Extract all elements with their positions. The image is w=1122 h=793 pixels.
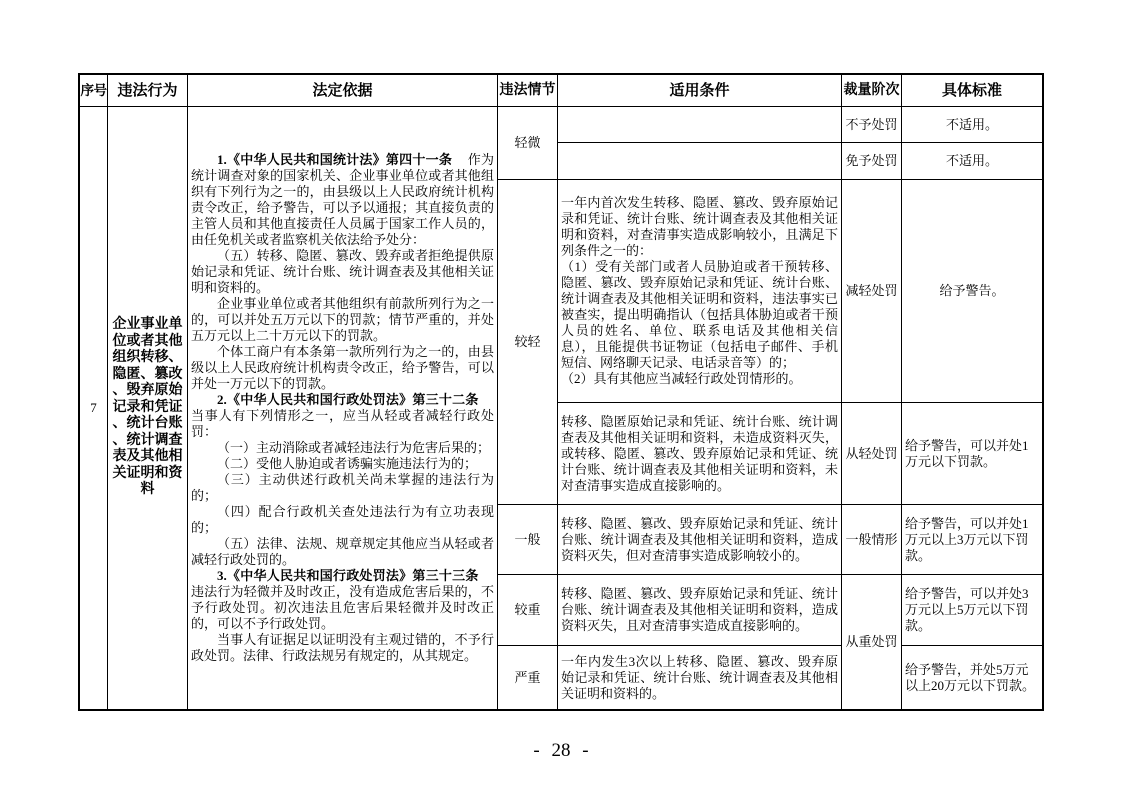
conditions-cell-empty — [558, 143, 841, 179]
legal-basis-text: 企业事业单位或者其他组织有前款所列行为之一的，可以并处五万元以下的罚款；情节严重的，并处五万元以上二十万元以下的罚款。 — [191, 296, 494, 343]
standard-text: 给予警告，可以并处1万元以下罚款。 — [905, 437, 1029, 469]
header-index — [80, 75, 107, 106]
standard-cell — [902, 575, 1042, 645]
standard-cell — [902, 180, 1042, 402]
legal-basis-paragraph — [191, 344, 494, 392]
legal-basis-text: （五）法律、法规、规章规定其他应当从轻或者减轻行政处罚的。 — [191, 536, 494, 567]
legal-basis-title: 2.《中华人民共和国行政处罚法》第三十二条 — [217, 392, 479, 407]
circumstance-label: 较轻 — [514, 334, 541, 349]
conditions-paragraph: 转移、隐匿、篡改、毁弃原始记录和凭证、统计台账、统计调查表及其他相关证明和资料，造成资料灭失，但对查清事实造成影响较小的。 — [561, 515, 838, 563]
level-cell — [842, 575, 901, 709]
conditions-paragraph: （2）具有其他应当减轻行政处罚情形的。 — [561, 371, 802, 386]
entry-index-cell — [80, 107, 107, 709]
conditions-paragraph: 转移、隐匿、篡改、毁弃原始记录和凭证、统计台账、统计调查表及其他相关证明和资料，造成资料灭失，且对查清事实造成直接影响的。 — [561, 586, 838, 633]
legal-basis-paragraph — [191, 568, 494, 632]
legal-basis-paragraph — [191, 632, 494, 664]
legal-basis-paragraph — [191, 440, 494, 456]
conditions-cell — [558, 575, 841, 645]
legal-basis-text: 违法行为轻微并及时改正，没有造成危害后果的，不予行政处罚。初次违法且危害后果轻微并及时改正的，可以不予行政处罚。 — [191, 584, 494, 631]
standard-text: 给予警告，可以并处3万元以上5万元以下罚款。 — [905, 586, 1029, 633]
circumstance-severe — [498, 646, 557, 709]
header-standard-label: 具体标准 — [941, 82, 1002, 99]
standard-text: 给予警告。 — [939, 283, 1005, 298]
legal-basis-paragraph — [191, 296, 494, 344]
legal-basis-paragraph — [191, 472, 494, 504]
conditions-cell — [558, 505, 841, 574]
level-label: 从重处罚 — [845, 634, 898, 649]
level-label: 一般情形 — [845, 531, 898, 547]
conditions-paragraph: （1）受有关部门或者人员胁迫或者干预转移、隐匿、篡改、毁弃原始记录和凭证、统计台账、统计调查表及其他相关证明和资料，违法事实已被查实，提出明确指认（包括具体胁迫或者干预人员的姓名、单位、联系电话及其他相关信息），且能提供书证物证（包括电子邮件、手机短信、网络聊天记录、电话录音等）的； — [561, 259, 838, 370]
legal-basis-text: 当事人有下列情形之一，应当从轻或者减轻行政处罚： — [191, 408, 494, 439]
conditions-cell — [558, 646, 841, 709]
legal-basis-title: 1.《中华人民共和国统计法》第四十一条 — [217, 152, 453, 167]
standard-text: 不适用。 — [945, 153, 998, 168]
legal-basis-text: （三）主动供述行政机关尚未掌握的违法行为的； — [191, 472, 494, 503]
conditions-paragraph: 一年内首次发生转移、隐匿、篡改、毁弃原始记录和凭证、统计台账、统计调查表及其他相关证明和资料，对查清事实造成影响较小，且满足下列条件之一的： — [561, 195, 838, 258]
level-cell — [842, 107, 901, 142]
legal-basis-title: 3.《中华人民共和国行政处罚法》第三十三条 — [217, 568, 479, 583]
standard-cell — [902, 403, 1042, 504]
legal-basis-text: 当事人有证据足以证明没有主观过错的，不予行政处罚。法律、行政法规另有规定的，从其规定。 — [191, 632, 494, 663]
conditions-content — [561, 195, 838, 387]
circumstance-heavier — [498, 575, 557, 645]
circumstance-general — [498, 505, 557, 574]
legal-basis-text: 作为统计调查对象的国家机关、企业事业单位或者其他组织有下列行为之一的，由县级以上人民政府统计机构责令改正，给予警告，可以予以通报；其直接负责的主管人员和其他直接责任人员属于国家工作人员的，由任免机关或者监察机关依法给予处分： — [191, 152, 494, 247]
page-number: - 28 - — [533, 740, 589, 761]
standard-cell — [902, 143, 1042, 179]
violation-cell — [108, 107, 187, 709]
legal-basis-paragraph — [191, 392, 494, 440]
level-cell — [842, 143, 901, 179]
violation-text: 企业事业单位或者其他组织转移、隐匿、篡改、毁弃原始记录和凭证、统计台账、统计调查表及其他相关证明和资料 — [112, 317, 183, 498]
legal-basis-paragraph — [191, 152, 494, 248]
standard-text: 给予警告，可以并处1万元以上3万元以下罚款。 — [905, 515, 1029, 563]
conditions-cell — [558, 180, 841, 402]
circumstance-label: 严重 — [514, 669, 541, 685]
legal-basis-text: （一）主动消除或者减轻违法行为危害后果的； — [217, 440, 491, 455]
header-index-label: 序号 — [80, 82, 107, 98]
legal-basis-cell — [188, 107, 497, 709]
circumstance-label: 一般 — [514, 531, 541, 547]
legal-basis-paragraph — [191, 248, 494, 296]
header-violation-label: 违法行为 — [117, 82, 178, 99]
standard-text: 给予警告，并处5万元以上20万元以下罚款。 — [905, 661, 1036, 693]
header-standard — [902, 75, 1042, 106]
legal-basis-paragraph — [191, 456, 494, 472]
level-label: 从轻处罚 — [845, 445, 898, 461]
header-conditions-label: 适用条件 — [669, 82, 730, 99]
level-label: 不予处罚 — [845, 116, 898, 132]
legal-basis-paragraph — [191, 536, 494, 568]
header-circumstance-label: 违法情节 — [499, 82, 556, 98]
circumstance-minor — [498, 107, 557, 179]
circumstance-label: 较重 — [514, 602, 541, 617]
header-violation — [108, 75, 187, 106]
legal-basis-paragraph — [191, 504, 494, 536]
header-level — [842, 75, 901, 106]
legal-basis-content — [191, 152, 494, 664]
legal-basis-text: （二）受他人胁迫或者诱骗实施违法行为的； — [217, 456, 478, 471]
level-label: 免予处罚 — [845, 153, 898, 168]
level-cell — [842, 505, 901, 574]
conditions-paragraph: 一年内发生3次以上转移、隐匿、篡改、毁弃原始记录和凭证、统计台账、统计调查表及其他相关证明和资料的。 — [561, 653, 838, 701]
level-label: 减轻处罚 — [845, 283, 898, 298]
standard-cell — [902, 505, 1042, 574]
legal-basis-text: （五）转移、隐匿、篡改、毁弃或者拒绝提供原始记录和凭证、统计台账、统计调查表及其他相关证明和资料的。 — [191, 248, 494, 295]
level-cell — [842, 180, 901, 402]
legal-basis-text: 个体工商户有本条第一款所列行为之一的，由县级以上人民政府统计机构责令改正，给予警告，可以并处一万元以下的罚款。 — [191, 344, 494, 391]
header-legal-basis-label: 法定依据 — [312, 82, 373, 99]
conditions-paragraph: 转移、隐匿原始记录和凭证、统计台账、统计调查表及其他相关证明和资料，未造成资料灭失，或转移、隐匿、篡改、毁弃原始记录和凭证、统计台账、统计调查表及其他相关证明和资料，未对查清事实造成直接影响的。 — [561, 413, 838, 493]
conditions-cell — [558, 403, 841, 504]
entry-index: 7 — [90, 400, 97, 415]
conditions-cell-empty — [558, 107, 841, 142]
discretion-standard-table — [78, 73, 1044, 711]
header-level-label: 裁量阶次 — [843, 82, 900, 98]
standard-text: 不适用。 — [945, 116, 998, 132]
circumstance-lighter — [498, 180, 557, 504]
standard-cell — [902, 107, 1042, 142]
header-legal-basis — [188, 75, 497, 106]
level-cell — [842, 403, 901, 504]
header-conditions — [558, 75, 841, 106]
circumstance-label: 轻微 — [514, 135, 541, 150]
legal-basis-text: （四）配合行政机关查处违法行为有立功表现的； — [191, 504, 494, 535]
header-circumstance — [498, 75, 557, 106]
standard-cell — [902, 646, 1042, 709]
